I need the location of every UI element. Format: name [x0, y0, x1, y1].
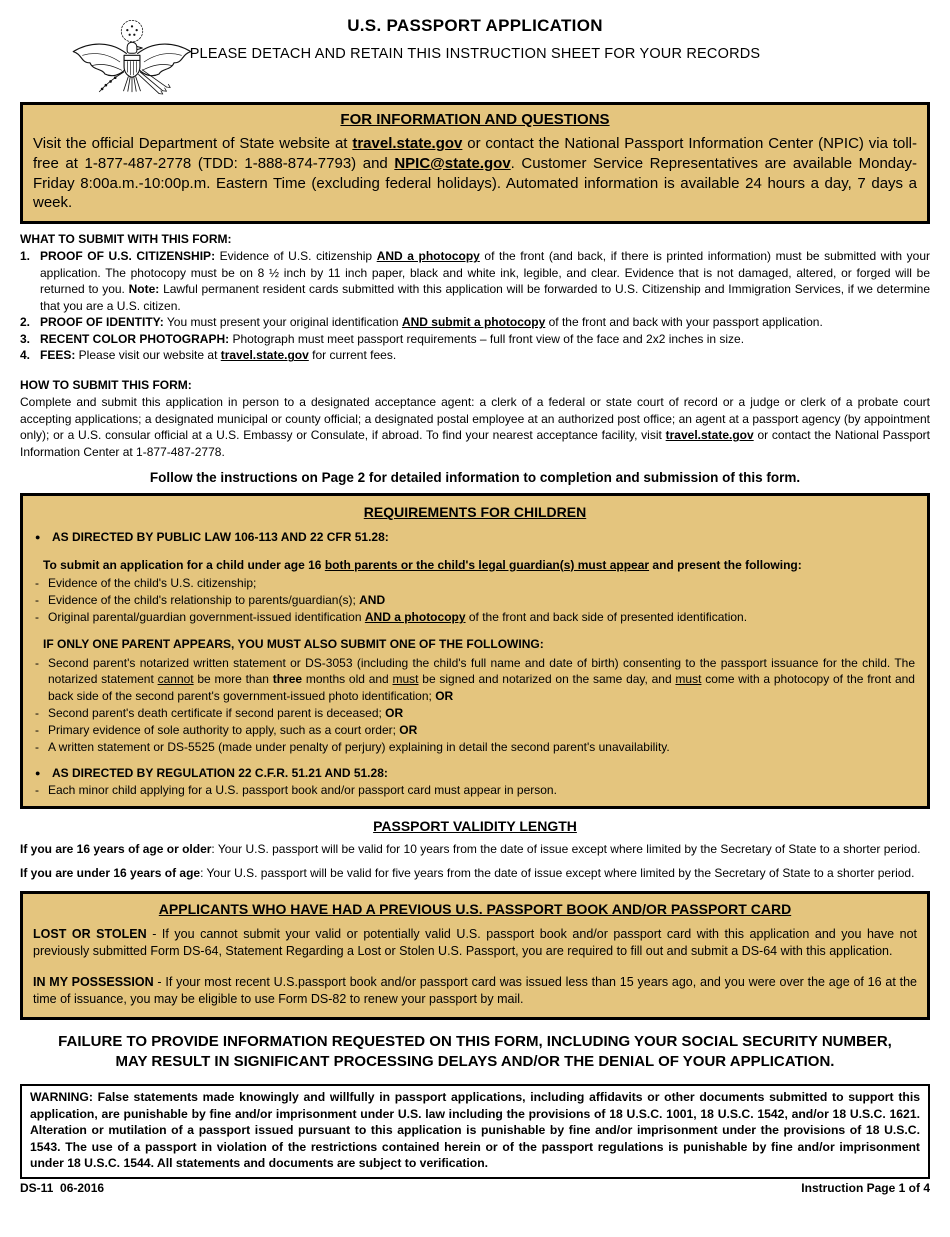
warning-label: WARNING:: [30, 1090, 93, 1105]
lost-or-stolen-label: LOST OR STOLEN: [33, 926, 147, 941]
text-run: and present the following:: [649, 557, 802, 572]
page-footer: [20, 1181, 930, 1195]
info-box-body: [33, 134, 917, 213]
failure-notice-line2: MAY RESULT IN SIGNIFICANT PROCESSING DELAYS AND/OR THE DENIAL OF YOUR APPLICATION.: [115, 1052, 835, 1070]
how-to-submit-body: [20, 394, 930, 460]
text-run: come with a photocopy of the front and back side of the second parent's government-issued photo identification;: [48, 672, 915, 704]
text-run: of the front (and back, if there is printed information) must be submitted with your application. The photocopy must be on 8 ½ inch by 11 inch paper, black and white ink, legible, and clear. Evidence that is not damaged, altered, or forged will be returned to you.: [40, 249, 930, 297]
item-number: 2.: [20, 315, 31, 330]
text-run: Second parent's notarized written statement or DS-3053 (including the child's full name and date of birth) consenting to the passport issuance for the child. The notarized statement: [48, 655, 915, 687]
what-to-submit-heading: WHAT TO SUBMIT WITH THIS FORM:: [20, 232, 232, 247]
age-16-older-label: If you are 16 years of age or older: [20, 841, 212, 856]
info-box-heading: FOR INFORMATION AND QUESTIONS: [340, 111, 610, 128]
both-parents-emphasis: both parents or the child's legal guardian(s) must appear: [324, 557, 650, 572]
in-my-possession-label: IN MY POSSESSION: [33, 974, 154, 989]
bullet-icon: ●: [35, 768, 41, 779]
list-item-citizenship: [20, 248, 930, 314]
text-run: Complete and submit this application in person to a designated acceptance agent: a clerk of a federal or state court of record or a judge or clerk of a probate court accepting applications; a designated municipal or county official; a designated postal employee at an authorized post office; an agent at a passport agency (by appointment only); or a U.S. consular official at a U.S. Embassy or Consulate, if abroad. To find your nearest acceptance facility, visit: [20, 395, 930, 443]
npic-email-link[interactable]: NPIC@state.gov: [394, 154, 511, 172]
must-emphasis: must: [392, 672, 419, 687]
children-box-heading: REQUIREMENTS FOR CHILDREN: [363, 504, 587, 521]
note-label: Note:: [128, 282, 160, 297]
emphasis-photocopy: AND a photocopy: [376, 249, 480, 264]
page-indicator: Instruction Page 1 of 4: [801, 1181, 930, 1196]
item-number: 4.: [20, 348, 31, 363]
text-run: Second parent's death certificate if second parent is deceased;: [48, 705, 386, 720]
sole-authority-item: [35, 722, 915, 739]
follow-instructions-note: Follow the instructions on Page 2 for detailed information to completion and submission of this form.: [149, 470, 801, 486]
dash-marker: -: [35, 705, 39, 720]
and-connector: AND: [359, 593, 386, 608]
text-run: : Your U.S. passport will be valid for 10 years from the date of issue except where limited by the Secretary of State to a shorter period.: [211, 841, 921, 856]
text-run: Visit the official Department of State website at: [33, 135, 353, 152]
text-run: be signed and notarized on the same day, and: [418, 672, 676, 687]
travel-state-gov-link[interactable]: travel.state.gov: [220, 348, 309, 363]
cannot-emphasis: cannot: [157, 672, 194, 687]
requirements-for-children-box: [20, 493, 930, 809]
text-run: or contact the National Passport Information Center (NPIC) via toll-free at 1-877-487-2778 (TDD: 1-888-874-7793) and: [33, 135, 917, 172]
children-intro-line: [43, 557, 915, 574]
proof-of-citizenship-label: PROOF OF U.S. CITIZENSHIP:: [40, 249, 216, 264]
great-seal-eagle-icon: [58, 18, 206, 102]
list-item-identity: [20, 314, 930, 331]
dash-marker: -: [35, 593, 39, 608]
previous-passport-box: [20, 891, 930, 1020]
in-my-possession-paragraph: [33, 974, 917, 1009]
text-run: Please visit our website at: [75, 348, 221, 363]
travel-state-gov-link[interactable]: travel.state.gov: [665, 428, 754, 443]
proof-of-identity-label: PROOF OF IDENTITY:: [40, 315, 164, 330]
text-run: Evidence of U.S. citizenship: [215, 249, 377, 264]
text-run: of the front and back with your passport application.: [545, 315, 823, 330]
regulation-directive: [35, 765, 915, 782]
dash-marker: -: [35, 655, 39, 670]
passport-validity-section: [20, 818, 930, 882]
text-run: To submit an application for a child under age 16: [43, 557, 325, 572]
how-to-submit-section: [20, 378, 930, 460]
public-law-directive: [35, 529, 915, 546]
text-run: : Your U.S. passport will be valid for five years from the date of issue except where limited by the Secretary of State to a shorter period.: [200, 865, 915, 880]
failure-notice: [20, 1032, 930, 1073]
or-connector: OR: [385, 705, 404, 720]
dash-marker: -: [35, 722, 39, 737]
how-to-submit-heading: HOW TO SUBMIT THIS FORM:: [20, 378, 192, 393]
text-run: or contact the National Passport Information Center at 1-877-487-2778.: [20, 428, 931, 459]
text-run: for current fees.: [308, 348, 397, 363]
form-number: DS-11 06-2016: [20, 1181, 105, 1196]
fees-label: FEES:: [40, 348, 76, 363]
validity-heading: PASSPORT VALIDITY LENGTH: [373, 817, 577, 834]
notarized-statement-item: [35, 655, 915, 705]
dash-marker: -: [35, 576, 39, 591]
text-run: Lawful permanent resident cards submitted with this application will be forwarded to U.S. Citizenship and Immigration Services, if we determine that you are a U.S. citizen.: [40, 282, 930, 313]
dash-marker: -: [35, 739, 39, 754]
must-emphasis: must: [675, 672, 702, 687]
bullet-icon: ●: [35, 531, 41, 542]
one-parent-subheading: IF ONLY ONE PARENT APPEARS, YOU MUST ALSO SUBMIT ONE OF THE FOLLOWING:: [43, 636, 544, 651]
page-header: [20, 0, 930, 102]
information-questions-box: [20, 102, 930, 224]
what-to-submit-section: [20, 232, 930, 364]
item-number: 3.: [20, 331, 31, 346]
text-run: . Customer Service Representatives are available Monday-Friday 8:00a.m.-10:00p.m. Eastern Time (excluding federal holidays). Automated information is available 24 hours a day, 7 days a week.: [33, 154, 917, 212]
page-subtitle: PLEASE DETACH AND RETAIN THIS INSTRUCTION SHEET FOR YOUR RECORDS: [189, 46, 761, 62]
text-run: be more than: [193, 672, 273, 687]
written-statement-item: [35, 739, 915, 756]
lost-or-stolen-paragraph: [33, 926, 917, 961]
photograph-label: RECENT COLOR PHOTOGRAPH:: [40, 331, 230, 346]
list-item-fees: [20, 347, 930, 364]
page-title: U.S. PASSPORT APPLICATION: [347, 16, 603, 35]
text-run: You must present your original identification: [163, 315, 402, 330]
regulation-directive-text: AS DIRECTED BY REGULATION 22 C.F.R. 51.21 AND 51.28:: [52, 766, 388, 781]
three-emphasis: three: [272, 672, 303, 687]
item-number: 1.: [20, 249, 31, 264]
text-run: months old and: [302, 672, 393, 687]
text-run: Evidence of the child's relationship to parents/guardian(s);: [48, 593, 360, 608]
child-relationship-item: [35, 592, 915, 609]
dash-marker: -: [35, 783, 39, 798]
or-connector: OR: [435, 689, 454, 704]
text-run: of the front and back side of presented identification.: [465, 609, 748, 624]
text-run: - If your most recent U.S.passport book and/or passport card was issued less than 15 years ago, and you were over the age of 16 at the time of issuance, you may be eligible to use Form DS-82 to renew your passport by mail.: [33, 974, 917, 1007]
text-run: Primary evidence of sole authority to apply, such as a court order;: [48, 722, 400, 737]
public-law-directive-text: AS DIRECTED BY PUBLIC LAW 106-113 AND 22 CFR 51.28:: [52, 529, 389, 544]
validity-under-16: [20, 865, 930, 882]
text-run: Photograph must meet passport requirements – full front view of the face and 2x2 inches in size.: [229, 331, 745, 346]
travel-state-gov-link[interactable]: travel.state.gov: [352, 135, 463, 152]
emphasis-photocopy: AND a photocopy: [364, 609, 466, 624]
dash-marker: -: [35, 609, 39, 624]
validity-16-or-older: [20, 841, 930, 858]
failure-notice-line1: FAILURE TO PROVIDE INFORMATION REQUESTED ON THIS FORM, INCLUDING YOUR SOCIAL SECURITY NUMBER,: [58, 1032, 892, 1050]
parental-id-item: [35, 609, 915, 626]
text-run: Original parental/guardian government-issued identification: [48, 609, 365, 624]
child-evidence-item: [35, 575, 915, 592]
text-run: Evidence of the child's U.S. citizenship;: [48, 576, 257, 591]
text-run: False statements made knowingly and willfully in passport applications, including affidavits or other documents submitted to support this application, are punishable by fine and/or imprisonment under U.S. law including the provisions of 18 U.S.C. 1001, 18 U.S.C. 1542, and/or 18 U.S.C. 1621. Alteration or mutilation of a passport issued pursuant to this application is punishable by fine and/or imprisonment under the provisions of 18 U.S.C. 1543. The use of a passport in violation of the restrictions contained herein or of the passport regulations is punishable by fine and/or imprisonment under 18 U.S.C. 1544. All statements and documents are subject to verification.: [30, 1090, 920, 1171]
list-item-photograph: [20, 331, 930, 348]
text-run: A written statement or DS-5525 (made under penalty of perjury) explaining in detail the second parent's unavailability.: [48, 739, 670, 754]
or-connector: OR: [399, 722, 418, 737]
minor-appear-item: [35, 782, 915, 799]
death-certificate-item: [35, 705, 915, 722]
text-run: Each minor child applying for a U.S. passport book and/or passport card must appear in person.: [48, 783, 557, 798]
previous-passport-heading: APPLICANTS WHO HAVE HAD A PREVIOUS U.S. PASSPORT BOOK AND/OR PASSPORT CARD: [158, 901, 792, 918]
text-run: - If you cannot submit your valid or potentially valid U.S. passport book and/or passport card with this application and you have not previously submitted Form DS-64, Statement Regarding a Lost or Stolen U.S. Passport, you are required to fill out and submit a DS-64 with this application.: [33, 926, 918, 959]
emphasis-photocopy: AND submit a photocopy: [401, 315, 546, 330]
warning-box: [20, 1084, 930, 1179]
warning-text: [30, 1089, 920, 1172]
under-16-label: If you are under 16 years of age: [20, 865, 201, 880]
